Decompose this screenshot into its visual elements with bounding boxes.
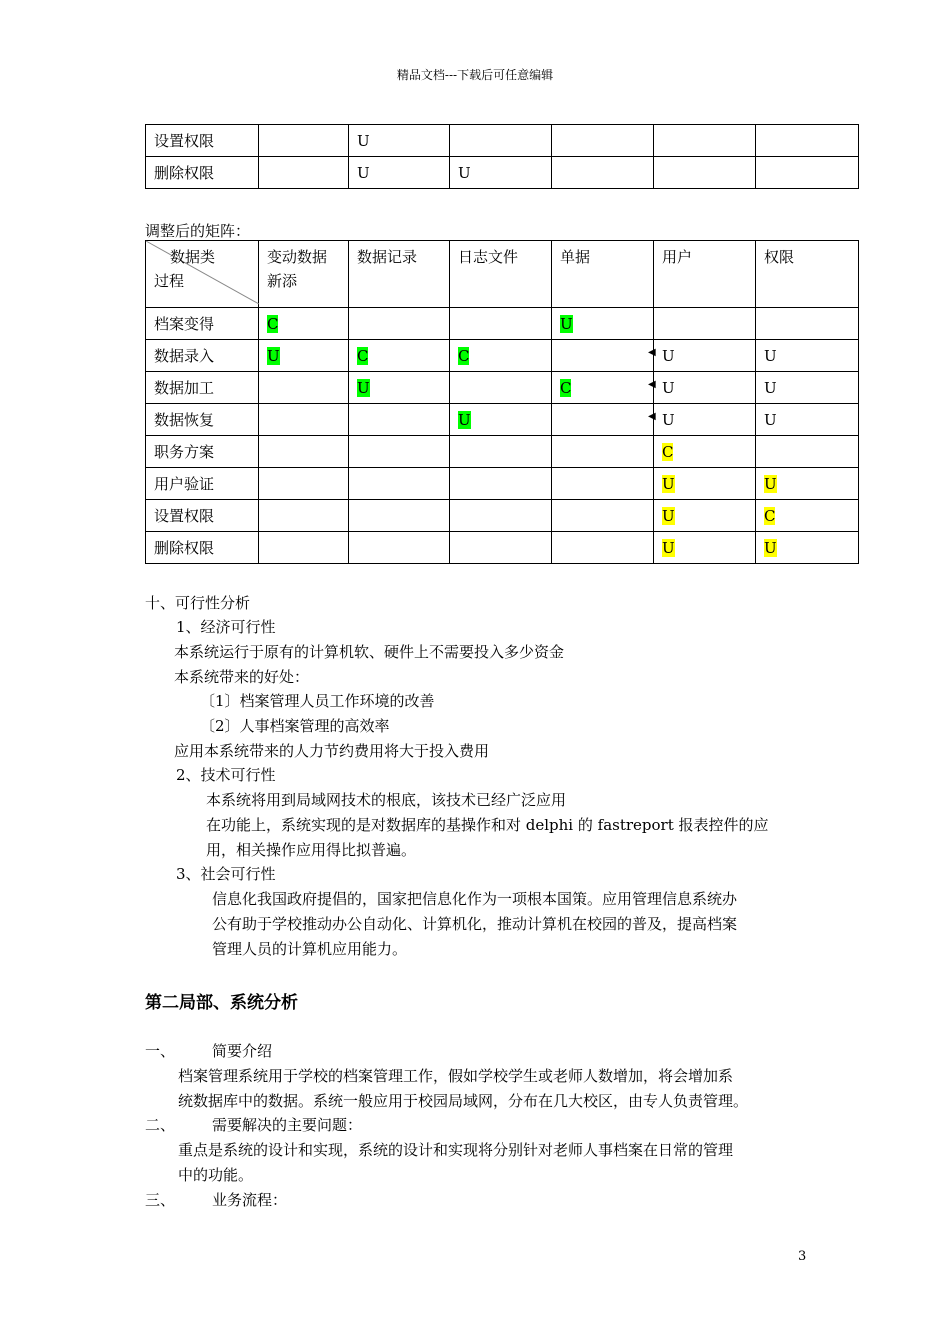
para-line: 中的功能。	[178, 1166, 254, 1184]
cell-value: U	[560, 314, 573, 333]
item-number: 三、	[145, 1191, 176, 1209]
column-header: 数据记录	[349, 241, 450, 308]
arrow-left-icon: ◀	[648, 379, 656, 390]
cell-value: C	[458, 346, 470, 365]
cell-value: C	[267, 314, 279, 333]
cell-value: C	[662, 442, 674, 461]
item-title: 简要介绍	[212, 1042, 273, 1060]
matrix-cell	[648, 340, 756, 372]
matrix-cell	[259, 468, 349, 500]
matrix-cell	[450, 340, 552, 372]
matrix-cell	[654, 308, 756, 340]
cell-value: U	[267, 346, 280, 365]
matrix-cell	[552, 436, 654, 468]
matrix-cell	[259, 500, 349, 532]
permission-table-continued	[145, 124, 859, 189]
matrix-cell	[756, 340, 859, 372]
corner-label-bottom: 过程	[154, 272, 185, 290]
matrix-cell	[349, 340, 450, 372]
corner-label-top: 数据类	[170, 248, 216, 266]
cell-value: U	[662, 506, 675, 525]
column-header: 变动数据 新添	[259, 241, 349, 308]
cell-value: C	[357, 346, 369, 365]
matrix-row	[146, 340, 859, 372]
list-item: 〔2〕人事档案管理的高效率	[200, 717, 390, 735]
para-line: 信息化我国政府提倡的，国家把信息化作为一项根本国策。应用管理信息系统办	[212, 890, 738, 908]
table-cell	[756, 125, 859, 157]
row-label: 删除权限	[146, 157, 259, 189]
row-label: 设置权限	[146, 500, 259, 532]
matrix-cell	[552, 532, 654, 564]
table-cell	[654, 157, 756, 189]
para-line: 重点是系统的设计和实现，系统的设计和实现将分别针对老师人事档案在日常的管理	[178, 1141, 734, 1159]
matrix-cell	[756, 372, 859, 404]
table-cell	[259, 125, 349, 157]
cell-value: U	[764, 378, 777, 397]
matrix-caption: 调整后的矩阵：	[145, 222, 251, 240]
row-label: 职务方案	[146, 436, 259, 468]
cell-value: U	[357, 378, 370, 397]
matrix-cell	[648, 404, 756, 436]
cell-value: U	[764, 410, 777, 429]
para-line: 应用本系统带来的人力节约费用将大于投入费用	[174, 742, 490, 760]
cell-value: U	[764, 538, 777, 557]
cell-value: U	[662, 378, 675, 397]
row-label: 用户验证	[146, 468, 259, 500]
table-cell	[552, 125, 654, 157]
heading-feasibility: 十、可行性分析	[145, 594, 251, 612]
matrix-cell	[450, 468, 552, 500]
matrix-cell	[349, 372, 450, 404]
list-item: 〔1〕档案管理人员工作环境的改善	[200, 692, 435, 710]
matrix-cell	[756, 404, 859, 436]
matrix-cell	[259, 436, 349, 468]
cell-value: U	[662, 410, 675, 429]
matrix-cell	[756, 500, 859, 532]
heading-social: 3、社会可行性	[176, 865, 276, 883]
table-cell	[654, 125, 756, 157]
heading-technical: 2、技术可行性	[176, 766, 276, 784]
column-header: 单据	[552, 241, 654, 308]
section-title: 第二局部、系统分析	[145, 993, 298, 1013]
matrix-cell	[552, 340, 654, 372]
column-header: 权限	[756, 241, 859, 308]
para-line: 本系统运行于原有的计算机软、硬件上不需要投入多少资金	[174, 643, 565, 661]
cell-value: U	[662, 474, 675, 493]
cell-value: C	[764, 506, 776, 525]
page-header: 精品文档---下载后可任意编辑	[396, 68, 554, 82]
matrix-cell	[259, 404, 349, 436]
matrix-cell	[654, 500, 756, 532]
matrix-row	[146, 308, 859, 340]
para-line: 公有助于学校推动办公自动化、计算机化，推动计算机在校园的普及，提高档案	[212, 915, 738, 933]
matrix-cell	[552, 500, 654, 532]
matrix-cell	[450, 308, 552, 340]
matrix-cell	[756, 468, 859, 500]
table-cell: U	[450, 157, 552, 189]
matrix-cell	[259, 340, 349, 372]
item-number: 二、	[145, 1116, 176, 1134]
matrix-row	[146, 404, 859, 436]
row-label: 档案变得	[146, 308, 259, 340]
item-title: 需要解决的主要问题：	[212, 1116, 363, 1134]
table-cell: U	[349, 125, 450, 157]
matrix-cell	[259, 372, 349, 404]
matrix-cell	[654, 436, 756, 468]
table-row	[146, 157, 859, 189]
matrix-row	[146, 500, 859, 532]
cell-value: U	[764, 474, 777, 493]
para-line: 统数据库中的数据。系统一般应用于校园局域网，分布在几大校区，由专人负责管理。	[178, 1092, 749, 1110]
para-line: 本系统将用到局域网技术的根底，该技术已经广泛应用	[206, 791, 567, 809]
matrix-cell	[654, 468, 756, 500]
matrix-cell	[349, 308, 450, 340]
arrow-left-icon: ◀	[648, 411, 656, 422]
matrix-cell	[259, 308, 349, 340]
matrix-row	[146, 436, 859, 468]
cell-value: U	[662, 538, 675, 557]
para-line: 管理人员的计算机应用能力。	[212, 940, 408, 958]
para-line: 本系统带来的好处：	[174, 668, 310, 686]
matrix-header-row	[146, 241, 859, 308]
row-label: 数据加工	[146, 372, 259, 404]
cell-value: U	[662, 346, 675, 365]
table-cell	[552, 157, 654, 189]
matrix-cell	[552, 372, 654, 404]
para-line: 档案管理系统用于学校的档案管理工作，假如学校学生或老师人数增加，将会增加系	[178, 1067, 734, 1085]
matrix-cell	[450, 532, 552, 564]
matrix-cell	[450, 404, 552, 436]
item-title: 业务流程：	[212, 1191, 288, 1209]
adjusted-matrix-table	[145, 240, 859, 564]
matrix-cell	[450, 436, 552, 468]
cell-value: U	[764, 346, 777, 365]
matrix-cell	[552, 468, 654, 500]
matrix-row	[146, 532, 859, 564]
page-number: 3	[798, 1249, 807, 1264]
table-cell	[756, 157, 859, 189]
matrix-cell	[349, 532, 450, 564]
para-line: 在功能上，系统实现的是对数据库的基操作和对 delphi 的 fastreport 报表控件的应	[206, 816, 769, 834]
matrix-cell	[349, 436, 450, 468]
para-line: 用，相关操作应用得比拟普遍。	[206, 841, 417, 859]
matrix-corner-cell	[146, 241, 259, 308]
matrix-cell	[450, 372, 552, 404]
row-label: 数据录入	[146, 340, 259, 372]
matrix-row	[146, 372, 859, 404]
cell-value: U	[458, 410, 471, 429]
matrix-cell	[756, 308, 859, 340]
matrix-cell	[552, 404, 654, 436]
matrix-cell	[648, 372, 756, 404]
matrix-cell	[349, 468, 450, 500]
matrix-cell	[259, 532, 349, 564]
row-label: 设置权限	[146, 125, 259, 157]
matrix-cell	[450, 500, 552, 532]
table-cell	[259, 157, 349, 189]
item-number: 一、	[145, 1042, 176, 1060]
matrix-cell	[349, 500, 450, 532]
column-header: 日志文件	[450, 241, 552, 308]
heading-economic: 1、经济可行性	[176, 618, 276, 636]
column-header: 用户	[654, 241, 756, 308]
matrix-cell	[756, 532, 859, 564]
row-label: 数据恢复	[146, 404, 259, 436]
row-label: 删除权限	[146, 532, 259, 564]
matrix-cell	[552, 308, 654, 340]
matrix-cell	[349, 404, 450, 436]
table-row	[146, 125, 859, 157]
table-cell	[450, 125, 552, 157]
cell-value: C	[560, 378, 572, 397]
table-cell: U	[349, 157, 450, 189]
arrow-left-icon: ◀	[648, 347, 656, 358]
matrix-row	[146, 468, 859, 500]
matrix-cell	[756, 436, 859, 468]
matrix-cell	[654, 532, 756, 564]
